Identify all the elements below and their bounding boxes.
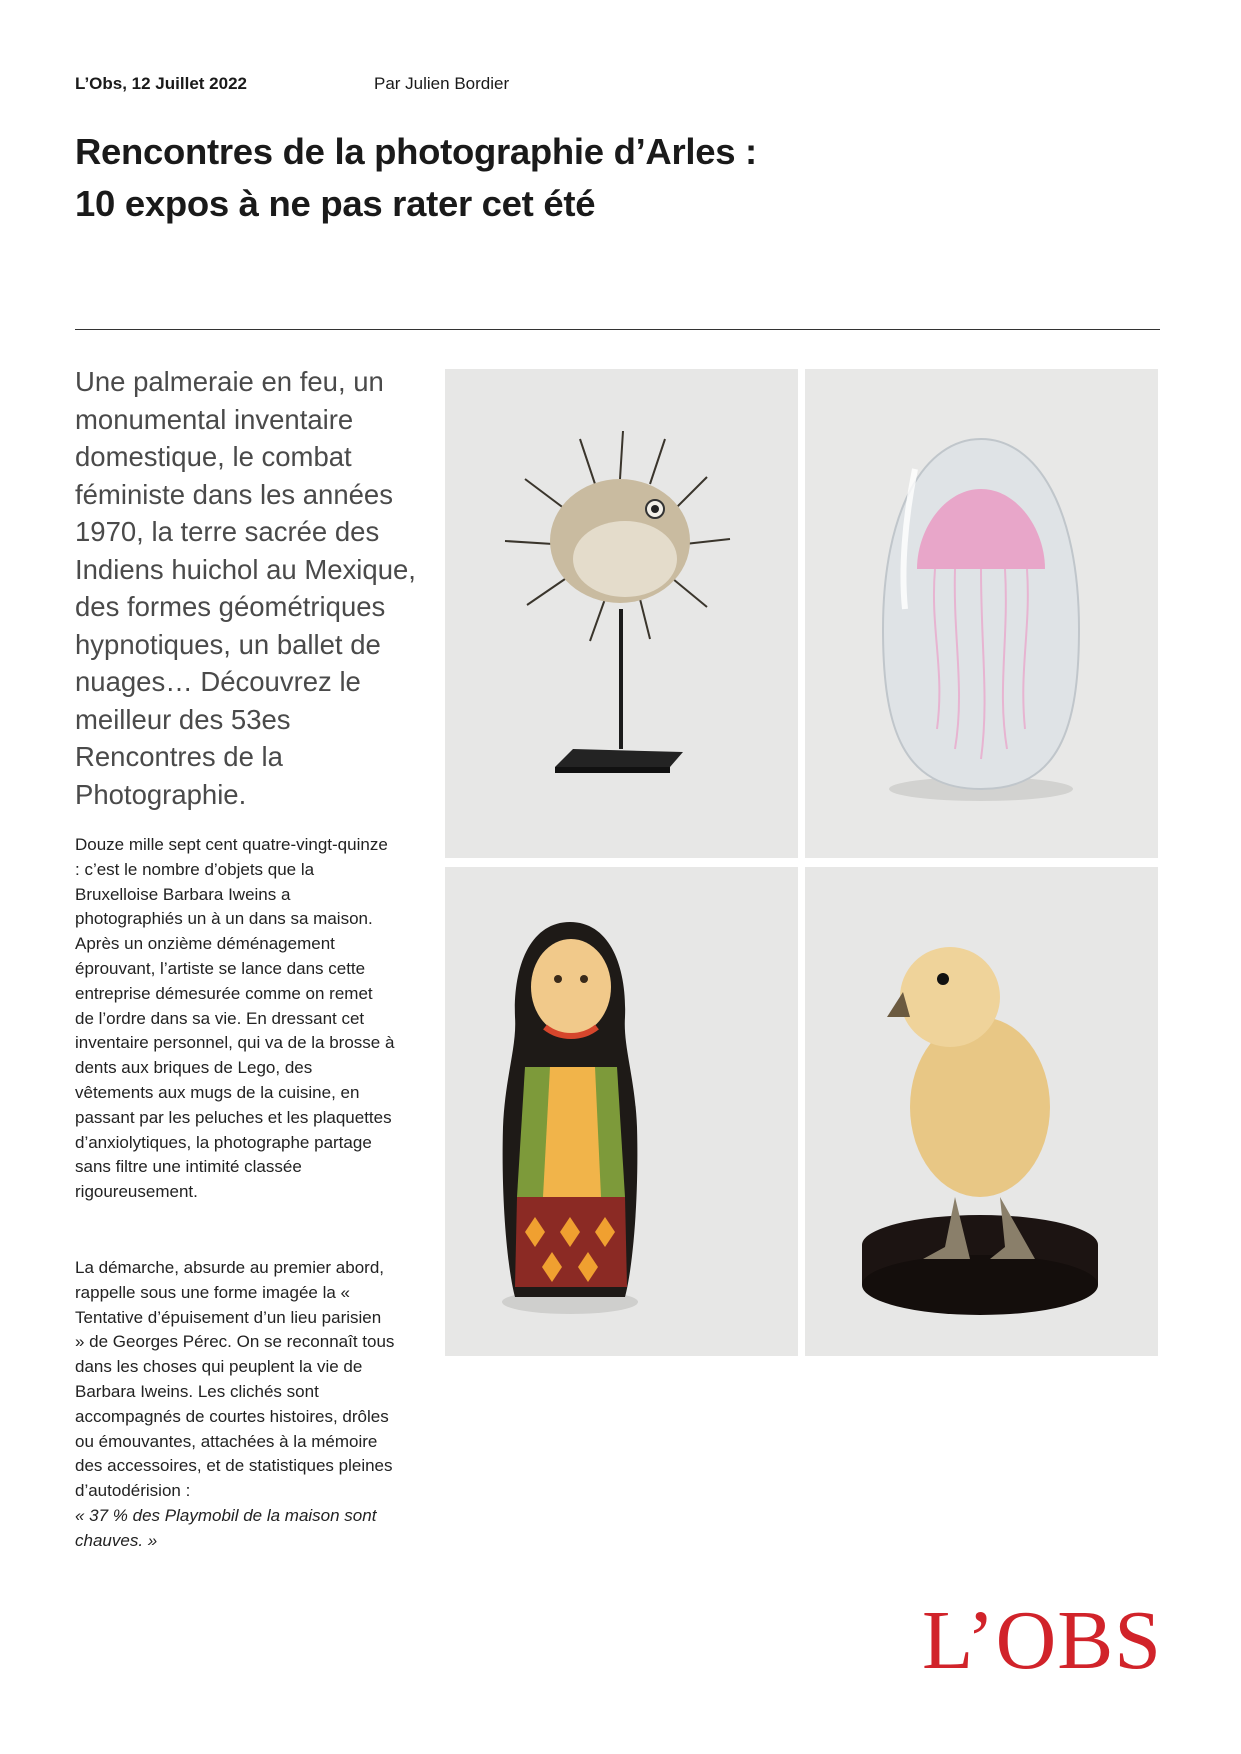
author-byline: Par Julien Bordier <box>374 74 510 93</box>
body-paragraph-2 <box>75 1256 395 1554</box>
matryoshka-image <box>445 867 798 1356</box>
duckling-image <box>805 867 1158 1356</box>
lobs-logo: L’OBS <box>922 1594 1162 1687</box>
article-title <box>75 126 895 230</box>
body-paragraph-1 <box>75 833 395 1205</box>
divider <box>75 329 1160 330</box>
photo-matryoshka <box>445 867 798 1356</box>
article-lede: Une palmeraie en feu, un monumental inventaire domestique, le combat féministe dans les années 1970, la terre sacrée des Indiens huichol au Mexique, des formes géométriques hypnotiques, un ballet de nuages… Découvrez le meilleur des 53es Rencontres de la Photographie. <box>75 366 416 810</box>
publication-date: L’Obs, 12 Juillet 2022 <box>75 74 247 93</box>
paragraph-text: Douze mille sept cent quatre-vingt-quinze : c’est le nombre d’objets que la Bruxelloise Barbara Iweins a photographiés un à un dans sa maison. Après un onzième déménagement éprouvant, l’artiste se lance dans cette entreprise démesurée comme on remet de l’ordre dans sa vie. En dressant cet inventaire personnel, qui va de la brosse à dents aux briques de Lego, des vêtements aux mugs de la cuisine, en passant par les peluches et les plaquettes d’anxiolytiques, la photographe partage sans filtre une intimité classée rigoureusement. <box>75 835 395 1202</box>
paragraph-text: La démarche, absurde au premier abord, rappelle sous une forme imagée la « Tentative d’épuisement d’un lieu parisien » de Georges Pérec. On se reconnaît tous dans les choses qui peuplent la vie de Barbara Iweins. Les clichés sont accompagnés de courtes histoires, drôles ou émouvantes, attachées à la mémoire des accessoires, et de statistiques pleines d’autodérision : <box>75 1258 395 1501</box>
photo-pufferfish <box>445 369 798 858</box>
pufferfish-image <box>445 369 798 858</box>
photo-jellyfish-paperweight <box>805 369 1158 858</box>
title-line-1: Rencontres de la photographie d’Arles : <box>75 131 757 172</box>
quote: « 37 % des Playmobil de la maison sont chauves. » <box>75 1505 377 1550</box>
jellyfish-image <box>805 369 1158 858</box>
photo-duckling <box>805 867 1158 1356</box>
title-line-2: 10 expos à ne pas rater cet été <box>75 183 596 224</box>
